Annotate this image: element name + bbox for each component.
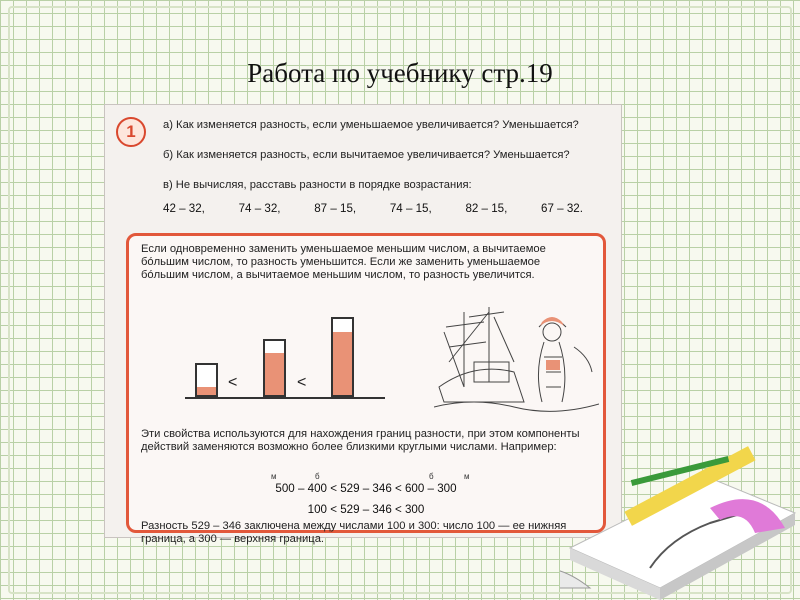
book-and-tools-image (560, 438, 800, 600)
pirate-ship-illustration (434, 302, 599, 412)
difference-item: 87 – 15, (314, 202, 357, 215)
properties-text: Эти свойства используются для нахождения границ разности, при этом компоненты действий заменяются возможно более близкими круглыми числами. Например: (141, 428, 580, 453)
slide-title: Работа по учебнику стр.19 (247, 58, 553, 88)
bar-container-3 (331, 317, 354, 397)
question-c: в) Не вычисляя, расставь разности в порядке возрастания: (163, 179, 472, 191)
subtrahend-mark: б (315, 472, 320, 481)
question-b: б) Как изменяется разность, если вычитаемое увеличивается? Уменьшается? (163, 149, 570, 161)
inequality-1: 500 – 400 < 529 – 346 < 600 – 300 (275, 482, 457, 495)
subtrahend-mark: б (429, 472, 434, 481)
less-than-sign: < (297, 374, 307, 391)
bar-illustration (185, 312, 385, 406)
baseline (185, 397, 385, 399)
rule-text: Если одновременно заменить уменьшаемое меньшим числом, а вычитаемое бóльшим числом, то разность уменьшится. Если же заменить уменьшаемое бóльшим числом, а вычитаемое меньшим числом, то разность увеличится. (141, 243, 546, 281)
minuend-mark: м (464, 472, 470, 481)
bar-fill (197, 387, 216, 395)
bar-container-2 (263, 339, 286, 397)
differences-list (163, 202, 583, 215)
inequality-2: 100 < 529 – 346 < 300 (307, 503, 425, 516)
difference-item: 82 – 15, (465, 202, 508, 215)
minuend-mark: м (271, 472, 277, 481)
difference-item: 74 – 15, (389, 202, 432, 215)
bar-container-1 (195, 363, 218, 397)
question-a: а) Как изменяется разность, если уменьшаемое увеличивается? Уменьшается? (163, 119, 579, 131)
rule-box (126, 233, 606, 545)
bar-fill (333, 332, 352, 395)
less-than-sign: < (228, 374, 238, 391)
bar-fill (265, 353, 284, 395)
textbook-page (104, 104, 622, 545)
task-number-badge: 1 (116, 117, 146, 147)
conclusion-text: Разность 529 – 346 заключена между числами 100 и 300: число 100 — ее нижняя граница, а 300 — верхняя граница. (141, 520, 567, 545)
difference-item: 67 – 32. (541, 202, 583, 215)
difference-item: 74 – 32, (238, 202, 281, 215)
difference-item: 42 – 32, (163, 202, 205, 215)
